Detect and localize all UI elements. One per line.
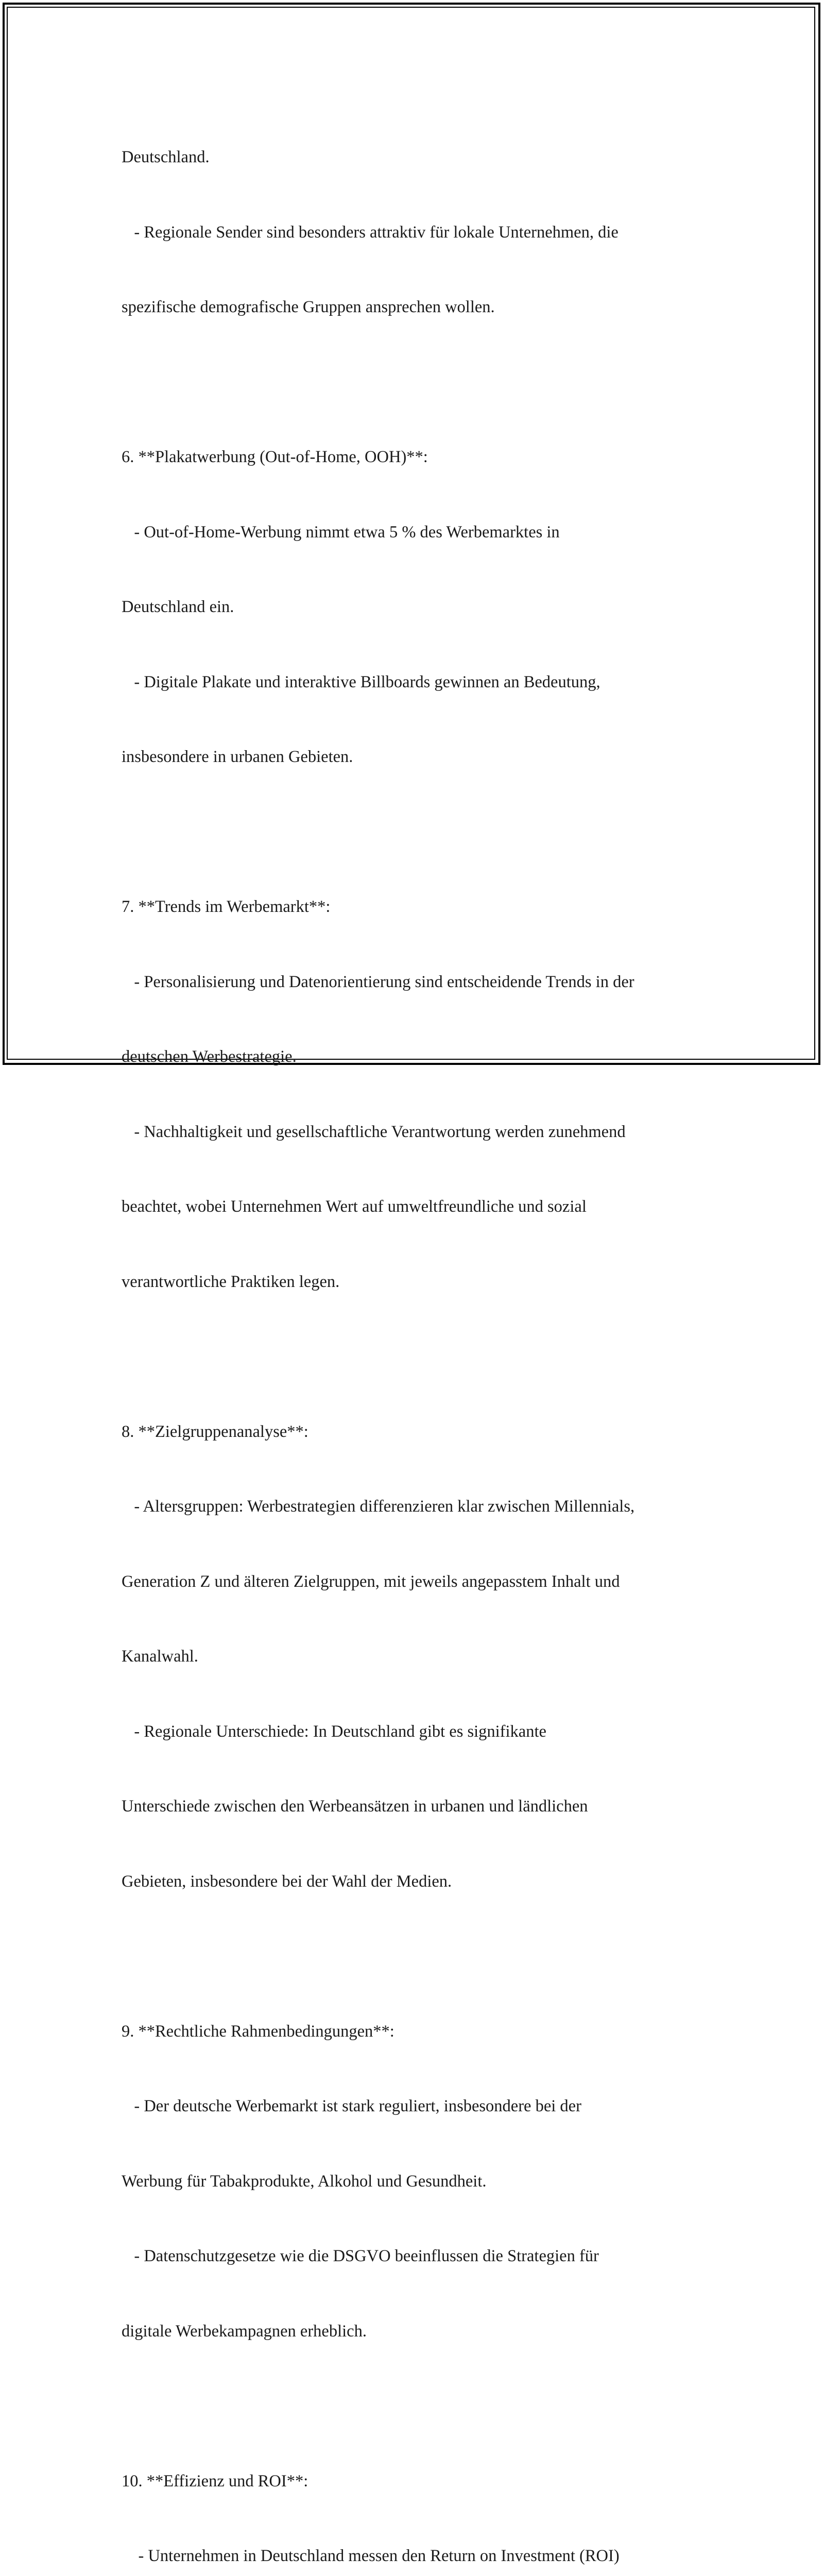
text-line: - Digitale Plakate und interaktive Billboards gewinnen an Bedeutung,	[122, 672, 600, 691]
section-heading: 9. **Rechtliche Rahmenbedingungen**:	[122, 2022, 394, 2041]
text-line: Gebieten, insbesondere bei der Wahl der Medien.	[122, 1872, 452, 1891]
section-heading: 10. **Effizienz und ROI**:	[122, 2471, 308, 2490]
text-line: Generation Z und älteren Zielgruppen, mit jeweils angepasstem Inhalt und	[122, 1572, 620, 1591]
text-line: - Nachhaltigkeit und gesellschaftliche Verantwortung werden zunehmend	[122, 1122, 626, 1141]
blank-line	[122, 2394, 729, 2419]
blank-line	[122, 370, 729, 395]
text-line: spezifische demografische Gruppen ansprechen wollen.	[122, 298, 495, 316]
text-line: Deutschland.	[122, 148, 210, 166]
text-line: - Out-of-Home-Werbung nimmt etwa 5 % des Werbemarktes in	[122, 522, 560, 541]
text-line: beachtet, wobei Unternehmen Wert auf umweltfreundliche und sozial	[122, 1197, 587, 1216]
text-line: insbesondere in urbanen Gebieten.	[122, 748, 353, 766]
section-heading: 7. **Trends im Werbemarkt**:	[122, 897, 331, 916]
text-line: - Altersgruppen: Werbestrategien differenzieren klar zwischen Millennials,	[122, 1497, 635, 1516]
text-line: - Der deutsche Werbemarkt ist stark reguliert, insbesondere bei der	[122, 2097, 581, 2115]
text-line: Unterschiede zwischen den Werbeansätzen in urbanen und ländlichen	[122, 1797, 588, 1816]
section-heading: 6. **Plakatwerbung (Out-of-Home, OOH)**:	[122, 448, 428, 466]
text-line: - Unternehmen in Deutschland messen den Return on Investment (ROI)	[122, 2547, 620, 2565]
text-line: Kanalwahl.	[122, 1647, 198, 1666]
document-body	[122, 95, 729, 2576]
text-line: - Datenschutzgesetze wie die DSGVO beeinflussen die Strategien für	[122, 2247, 599, 2265]
blank-line	[122, 1344, 729, 1369]
text-line: deutschen Werbestrategie.	[122, 1047, 297, 1066]
text-line: Werbung für Tabakprodukte, Alkohol und Gesundheit.	[122, 2172, 487, 2191]
text-line: Deutschland ein.	[122, 598, 234, 616]
blank-line	[122, 820, 729, 845]
text-line: - Regionale Unterschiede: In Deutschland gibt es signifikante	[122, 1722, 546, 1741]
text-line: - Regionale Sender sind besonders attraktiv für lokale Unternehmen, die	[122, 223, 619, 242]
blank-line	[122, 1944, 729, 1969]
text-line: digitale Werbekampagnen erheblich.	[122, 2321, 367, 2341]
section-heading: 8. **Zielgruppenanalyse**:	[122, 1422, 308, 1441]
text-line: - Personalisierung und Datenorientierung sind entscheidende Trends in der	[122, 972, 634, 991]
text-line: verantwortliche Praktiken legen.	[122, 1272, 340, 1291]
